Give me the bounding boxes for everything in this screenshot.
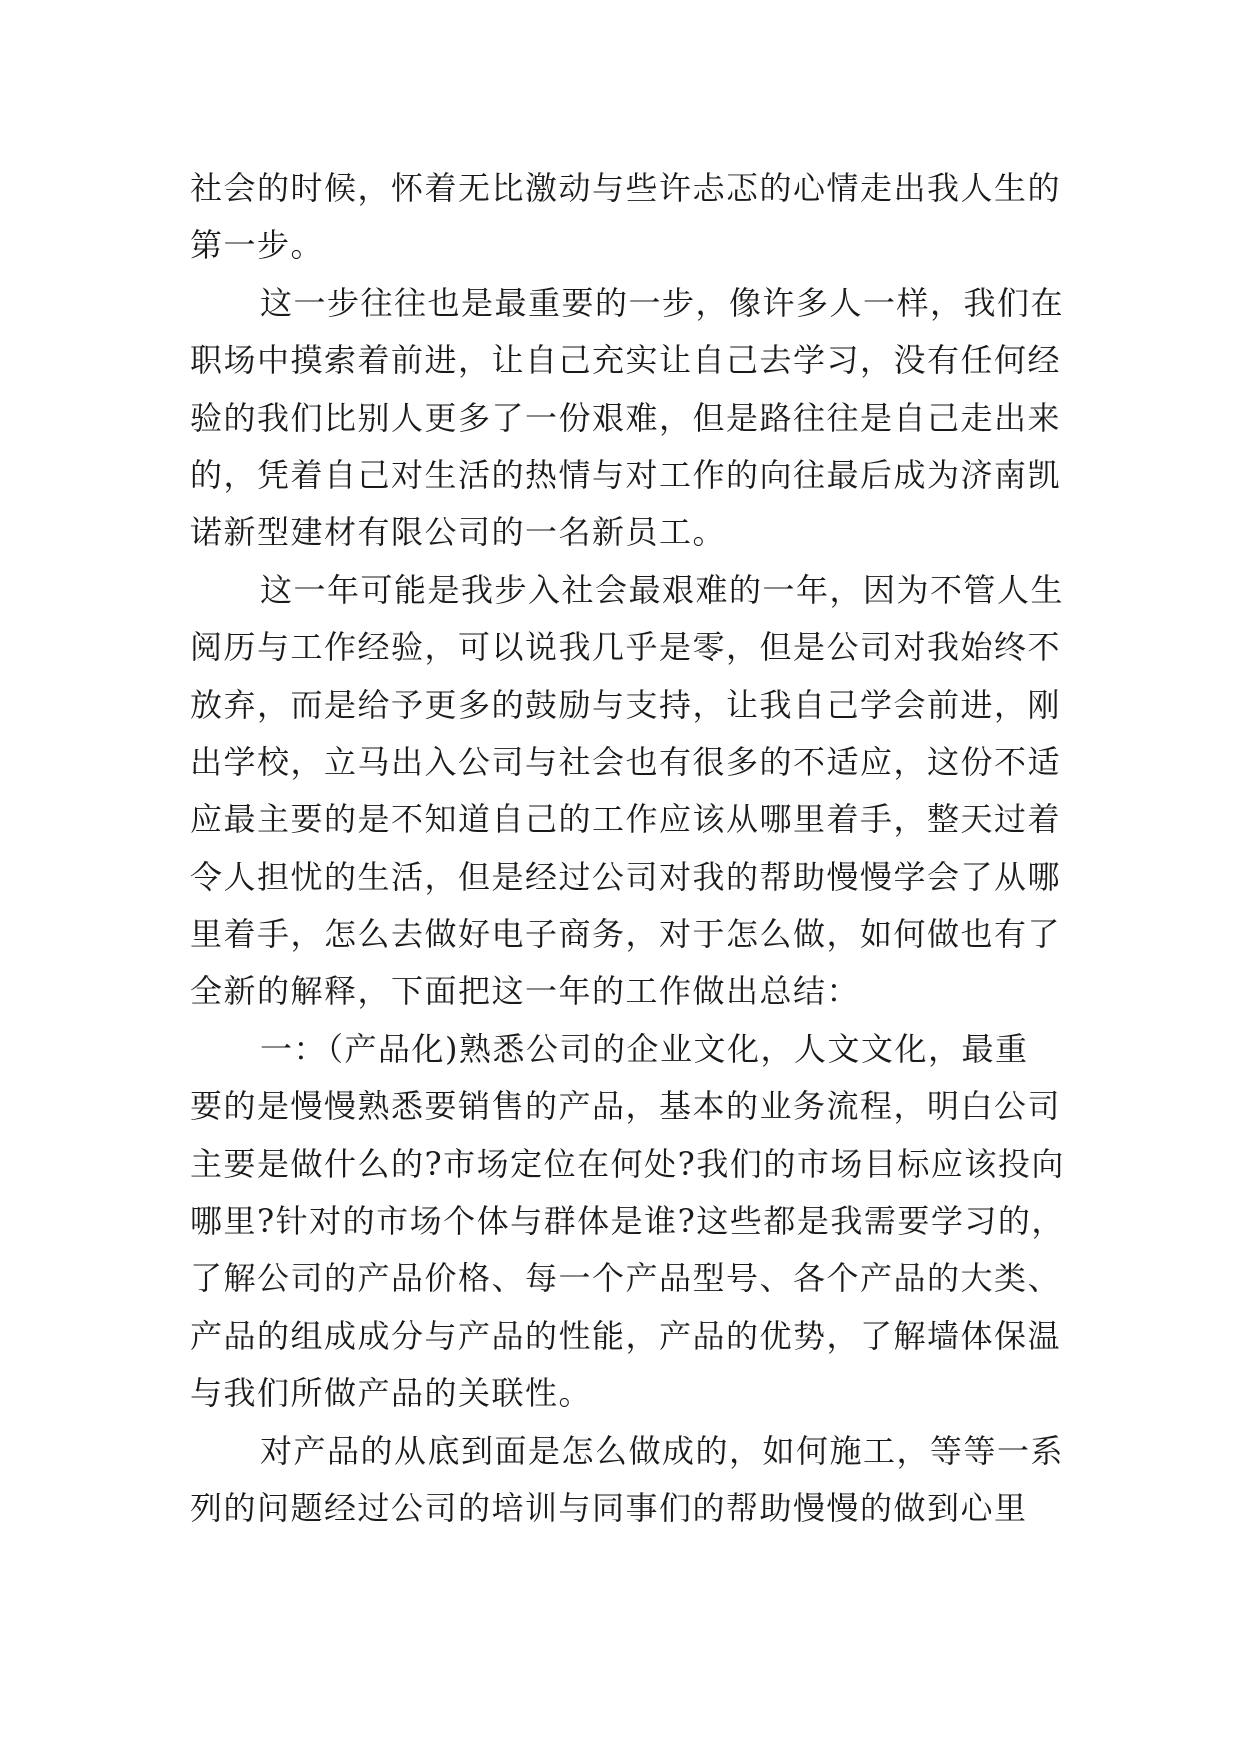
text-line: 出学校，立马出入公司与社会也有很多的不适应，这份不适 [190, 742, 1062, 781]
text-line: 对产品的从底到面是怎么做成的，如何施工，等等一系 [260, 1431, 1065, 1470]
text-line: 职场中摸索着前进，让自己充实让自己去学习，没有任何经 [190, 341, 1062, 380]
text-line: 产品的组成成分与产品的性能，产品的优势，了解墙体保温 [190, 1316, 1062, 1355]
text-line: 阅历与工作经验，可以说我几乎是零，但是公司对我始终不 [190, 628, 1062, 667]
text-line: 这一步往往也是最重要的一步，像许多人一样，我们在 [260, 283, 1065, 322]
text-line: 验的我们比别人更多了一份艰难，但是路往往是自己走出来 [190, 398, 1062, 437]
text-line: 主要是做什么的?市场定位在何处?我们的市场目标应该投向 [190, 1144, 1065, 1183]
text-line: 这一年可能是我步入社会最艰难的一年，因为不管人生 [260, 570, 1065, 609]
text-line: 令人担忧的生活，但是经过公司对我的帮助慢慢学会了从哪 [190, 857, 1062, 896]
text-line: 第一步。 [190, 226, 325, 265]
text-line: 了解公司的产品价格、每一个产品型号、各个产品的大类、 [190, 1259, 1062, 1298]
text-line: 诺新型建材有限公司的一名新员工。 [190, 513, 727, 552]
text-line: 的，凭着自己对生活的热情与对工作的向往最后成为济南凯 [190, 455, 1062, 494]
text-line: 列的问题经过公司的培训与同事们的帮助慢慢的做到心里 [190, 1488, 1028, 1527]
text-line: 要的是慢慢熟悉要销售的产品，基本的业务流程，明白公司 [190, 1087, 1062, 1126]
text-line: 里着手，怎么去做好电子商务，对于怎么做，如何做也有了 [190, 915, 1062, 954]
text-line: 全新的解释，下面把这一年的工作做出总结： [190, 972, 861, 1011]
text-line: 哪里?针对的市场个体与群体是谁?这些都是我需要学习的， [190, 1202, 1065, 1241]
text-line: 放弃，而是给予更多的鼓励与支持，让我自己学会前进，刚 [190, 685, 1062, 724]
body-text [190, 160, 1065, 1537]
text-line: 社会的时候，怀着无比激动与些许忐忑的心情走出我人生的 [190, 169, 1062, 207]
text-line: 一：（产品化)熟悉公司的企业文化，人文文化，最重 [260, 1029, 1029, 1068]
text-line: 应最主要的是不知道自己的工作应该从哪里着手，整天过着 [190, 800, 1062, 839]
text-line: 与我们所做产品的关联性。 [190, 1374, 593, 1413]
